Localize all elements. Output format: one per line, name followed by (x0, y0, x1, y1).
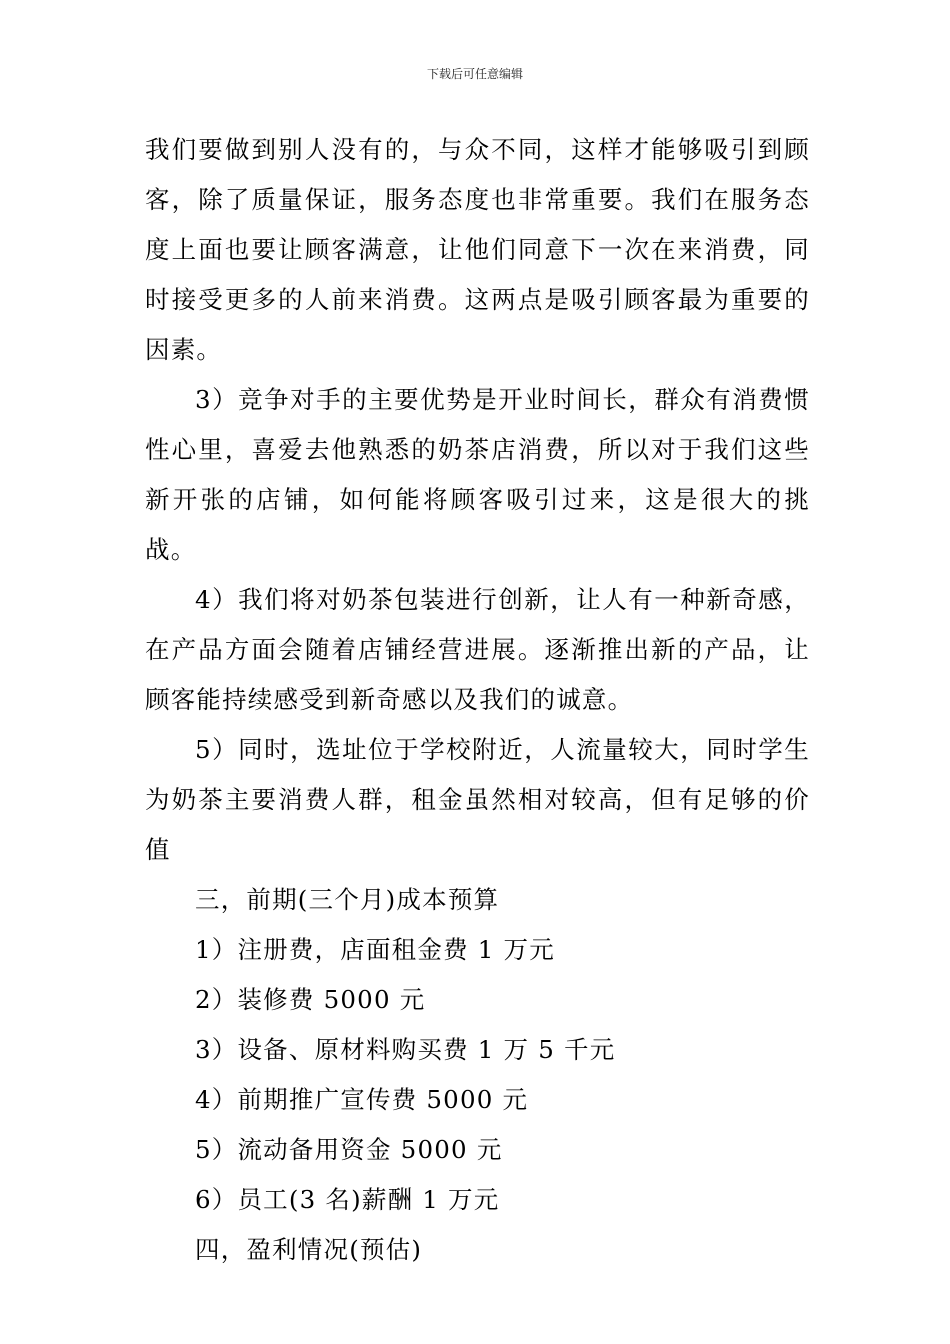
list-item-decoration-fee: 2）装修费 5000 元 (195, 985, 426, 1014)
list-item-reserve-fund: 5）流动备用资金 5000 元 (195, 1135, 503, 1164)
page-header: 下载后可任意编辑 (426, 67, 523, 81)
paragraph-service-attitude: 我们要做到别人没有的，与众不同，这样才能够吸引到顾客，除了质量保证，服务态度也非常重要。我们在服务态度上面也要让顾客满意，让他们同意下一次在来消费，同时接受更多的人前来消费。这两点是吸引顾客最为重要的因素。 (145, 135, 810, 364)
list-item-promotion-fee: 4）前期推广宣传费 5000 元 (195, 1085, 529, 1114)
paragraph-competitor-advantage: 3）竞争对手的主要优势是开业时间长，群众有消费惯性心里，喜爱去他熟悉的奶茶店消费，所以对于我们这些新开张的店铺，如何能将顾客吸引过来，这是很大的挑战。 (145, 385, 810, 564)
list-item-equipment-fee: 3）设备、原材料购买费 1 万 5 千元 (195, 1035, 616, 1064)
section-heading-cost-budget: 三，前期(三个月)成本预算 (195, 885, 500, 914)
section-heading-profit: 四，盈利情况(预估) (195, 1235, 423, 1264)
list-item-staff-salary: 6）员工(3 名)薪酬 1 万元 (195, 1185, 500, 1214)
document-body (145, 125, 810, 1275)
paragraph-packaging-innovation: 4）我们将对奶茶包装进行创新，让人有一种新奇感，在产品方面会随着店铺经营进展。逐渐推出新的产品，让顾客能持续感受到新奇感以及我们的诚意。 (145, 585, 810, 714)
paragraph-location: 5）同时，选址位于学校附近，人流量较大，同时学生为奶茶主要消费人群，租金虽然相对较高，但有足够的价值 (145, 735, 810, 864)
list-item-registration-fee: 1）注册费，店面租金费 1 万元 (195, 935, 555, 964)
